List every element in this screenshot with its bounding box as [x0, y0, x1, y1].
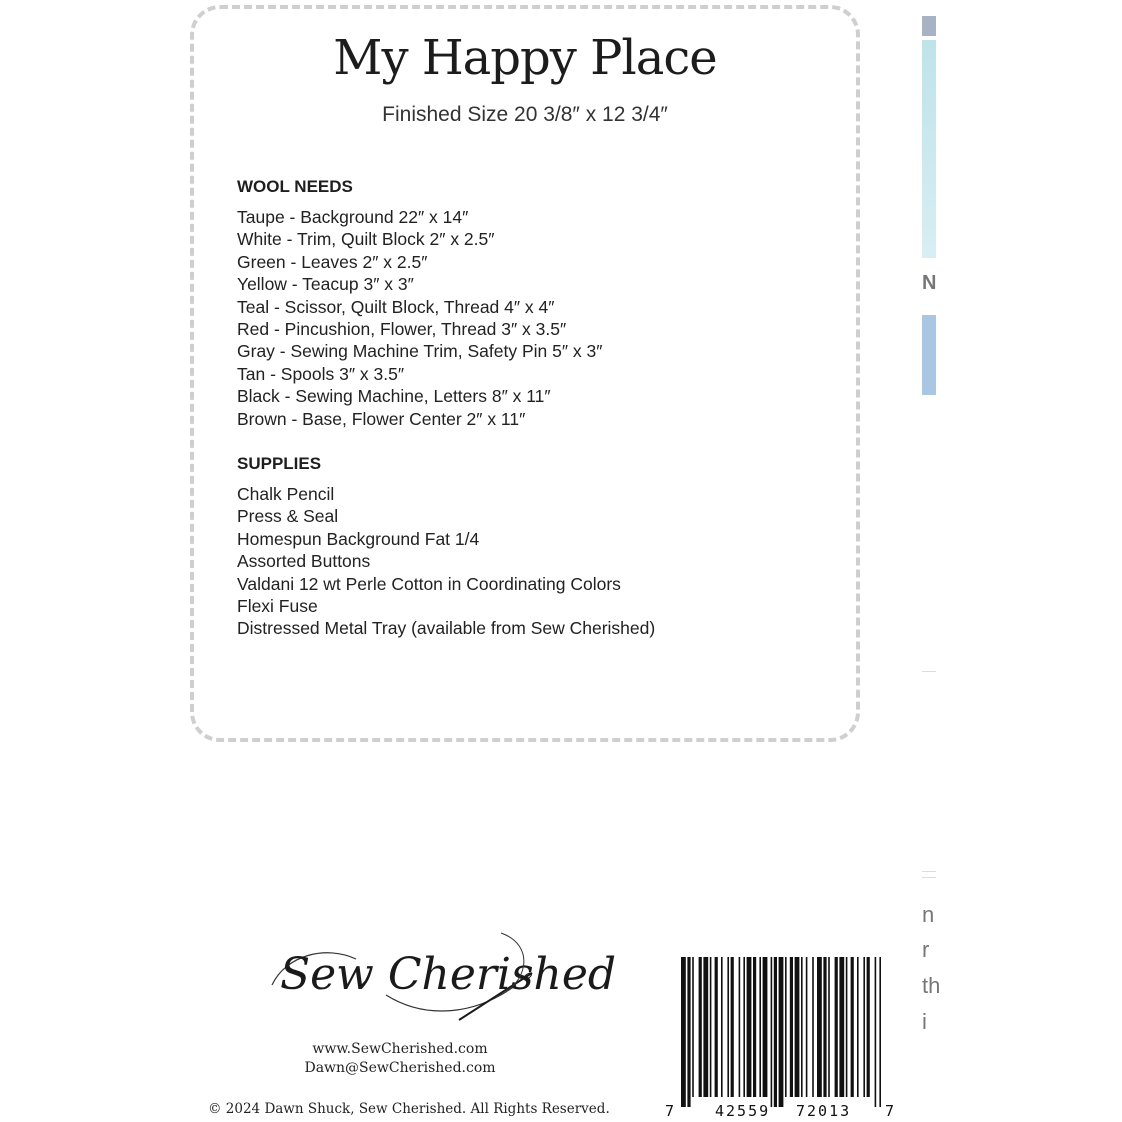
- barcode-right-digit: 7: [885, 1102, 895, 1120]
- barcode-bar: [739, 957, 741, 1097]
- preview-rule: [922, 877, 936, 878]
- list-item: Brown - Base, Flower Center 2″ x 11″: [237, 408, 526, 429]
- list-item: Assorted Buttons: [237, 551, 371, 572]
- barcode-left-digit: 7: [665, 1102, 675, 1120]
- barcode-bar: [771, 957, 773, 1107]
- barcode-bar: [835, 957, 838, 1097]
- barcode-bar: [779, 957, 784, 1107]
- list-item: Chalk Pencil: [237, 484, 335, 504]
- barcode-bar: [692, 957, 694, 1097]
- barcode-bar: [703, 957, 708, 1097]
- barcode-bar: [795, 957, 800, 1097]
- list-item: Flexi Fuse: [237, 595, 318, 616]
- list-item: Teal - Scissor, Quilt Block, Thread 4″ x 4″: [237, 296, 555, 317]
- list-item: Tan - Spools 3″ x 3.5″: [237, 363, 405, 384]
- preview-image: [922, 40, 936, 258]
- barcode-bar: [851, 957, 854, 1097]
- logo-wordmark: Sew Cherished: [280, 949, 617, 1000]
- barcode-bar: [727, 957, 729, 1097]
- barcode-bar: [710, 957, 712, 1097]
- list-item: Gray - Sewing Machine Trim, Safety Pin 5″ x 3″: [237, 341, 603, 362]
- copyright-notice: © 2024 Dawn Shuck, Sew Cherished. All Rights Reserved.: [208, 1101, 610, 1117]
- barcode-bar: [715, 957, 718, 1097]
- barcode-bar: [753, 957, 756, 1097]
- preview-text: th: [922, 973, 941, 998]
- barcode-bar: [812, 957, 814, 1097]
- email-link[interactable]: Dawn@SewCherished.com: [304, 1060, 496, 1076]
- preview-rule: [922, 671, 936, 672]
- preview-text: i: [922, 1009, 927, 1034]
- barcode-bar: [867, 957, 870, 1097]
- list-item: Yellow - Teacup 3″ x 3″: [237, 274, 414, 295]
- barcode-bar: [857, 957, 859, 1097]
- barcode-bar: [790, 957, 793, 1097]
- list-item: Black - Sewing Machine, Letters 8″ x 11″: [237, 386, 551, 407]
- finished-size: Finished Size 20 3/8″ x 12 3/4″: [382, 103, 668, 126]
- barcode-bar: [806, 957, 808, 1097]
- preview-text: r: [922, 937, 930, 962]
- list-item: White - Trim, Quilt Block 2″ x 2.5″: [237, 229, 495, 250]
- list-item: Press & Seal: [237, 506, 339, 527]
- list-item: Green - Leaves 2″ x 2.5″: [237, 251, 428, 272]
- barcode-bar: [817, 957, 822, 1097]
- preview-text: n: [922, 902, 935, 927]
- barcode-bar: [681, 957, 686, 1107]
- upc-barcode: [665, 955, 897, 1120]
- barcode-bar: [721, 957, 723, 1097]
- barcode-bar: [759, 957, 761, 1097]
- website-link[interactable]: www.SewCherished.com: [312, 1041, 488, 1057]
- list-item: Homespun Background Fat 1/4: [237, 528, 480, 549]
- barcode-bar: [879, 957, 881, 1107]
- barcode-bar: [763, 957, 768, 1097]
- barcode-bar: [823, 957, 826, 1097]
- barcode-group-1: 42559: [715, 1102, 771, 1120]
- barcode-bar: [743, 957, 745, 1097]
- barcode-bar: [774, 957, 777, 1107]
- list-item: Taupe - Background 22″ x 14″: [237, 207, 469, 227]
- preview-image: [922, 315, 936, 395]
- barcode-group-2: 72013: [796, 1102, 852, 1120]
- preview-rule: [922, 871, 936, 872]
- list-item: Red - Pincushion, Flower, Thread 3″ x 3.5″: [237, 318, 567, 339]
- barcode-bar: [846, 957, 848, 1097]
- barcode-bar: [828, 957, 830, 1097]
- barcode-bar: [801, 957, 803, 1097]
- barcode-bar: [839, 957, 844, 1097]
- preview-text: N: [922, 272, 937, 294]
- barcode-bar: [747, 957, 752, 1097]
- barcode-bar: [875, 957, 877, 1107]
- barcode-bar: [687, 957, 690, 1107]
- wool-needs-heading: WOOL NEEDS: [237, 177, 353, 196]
- page-title: My Happy Place: [333, 30, 717, 86]
- barcode-bar: [699, 957, 702, 1097]
- supplies-list: [237, 483, 655, 640]
- barcode-bar: [785, 957, 787, 1097]
- barcode-bar: [863, 957, 865, 1097]
- supplies-heading: SUPPLIES: [237, 454, 322, 473]
- wool-needs-list: [237, 206, 602, 430]
- barcode-bars: [665, 955, 897, 1105]
- list-item: Valdani 12 wt Perle Cotton in Coordinating Colors: [237, 573, 621, 594]
- barcode-bar: [731, 957, 734, 1097]
- preview-block: [922, 16, 936, 36]
- list-item: Distressed Metal Tray (available from Sew Cherished): [237, 618, 656, 639]
- sew-cherished-logo: [266, 925, 617, 1025]
- adjacent-page-preview: [922, 0, 941, 1122]
